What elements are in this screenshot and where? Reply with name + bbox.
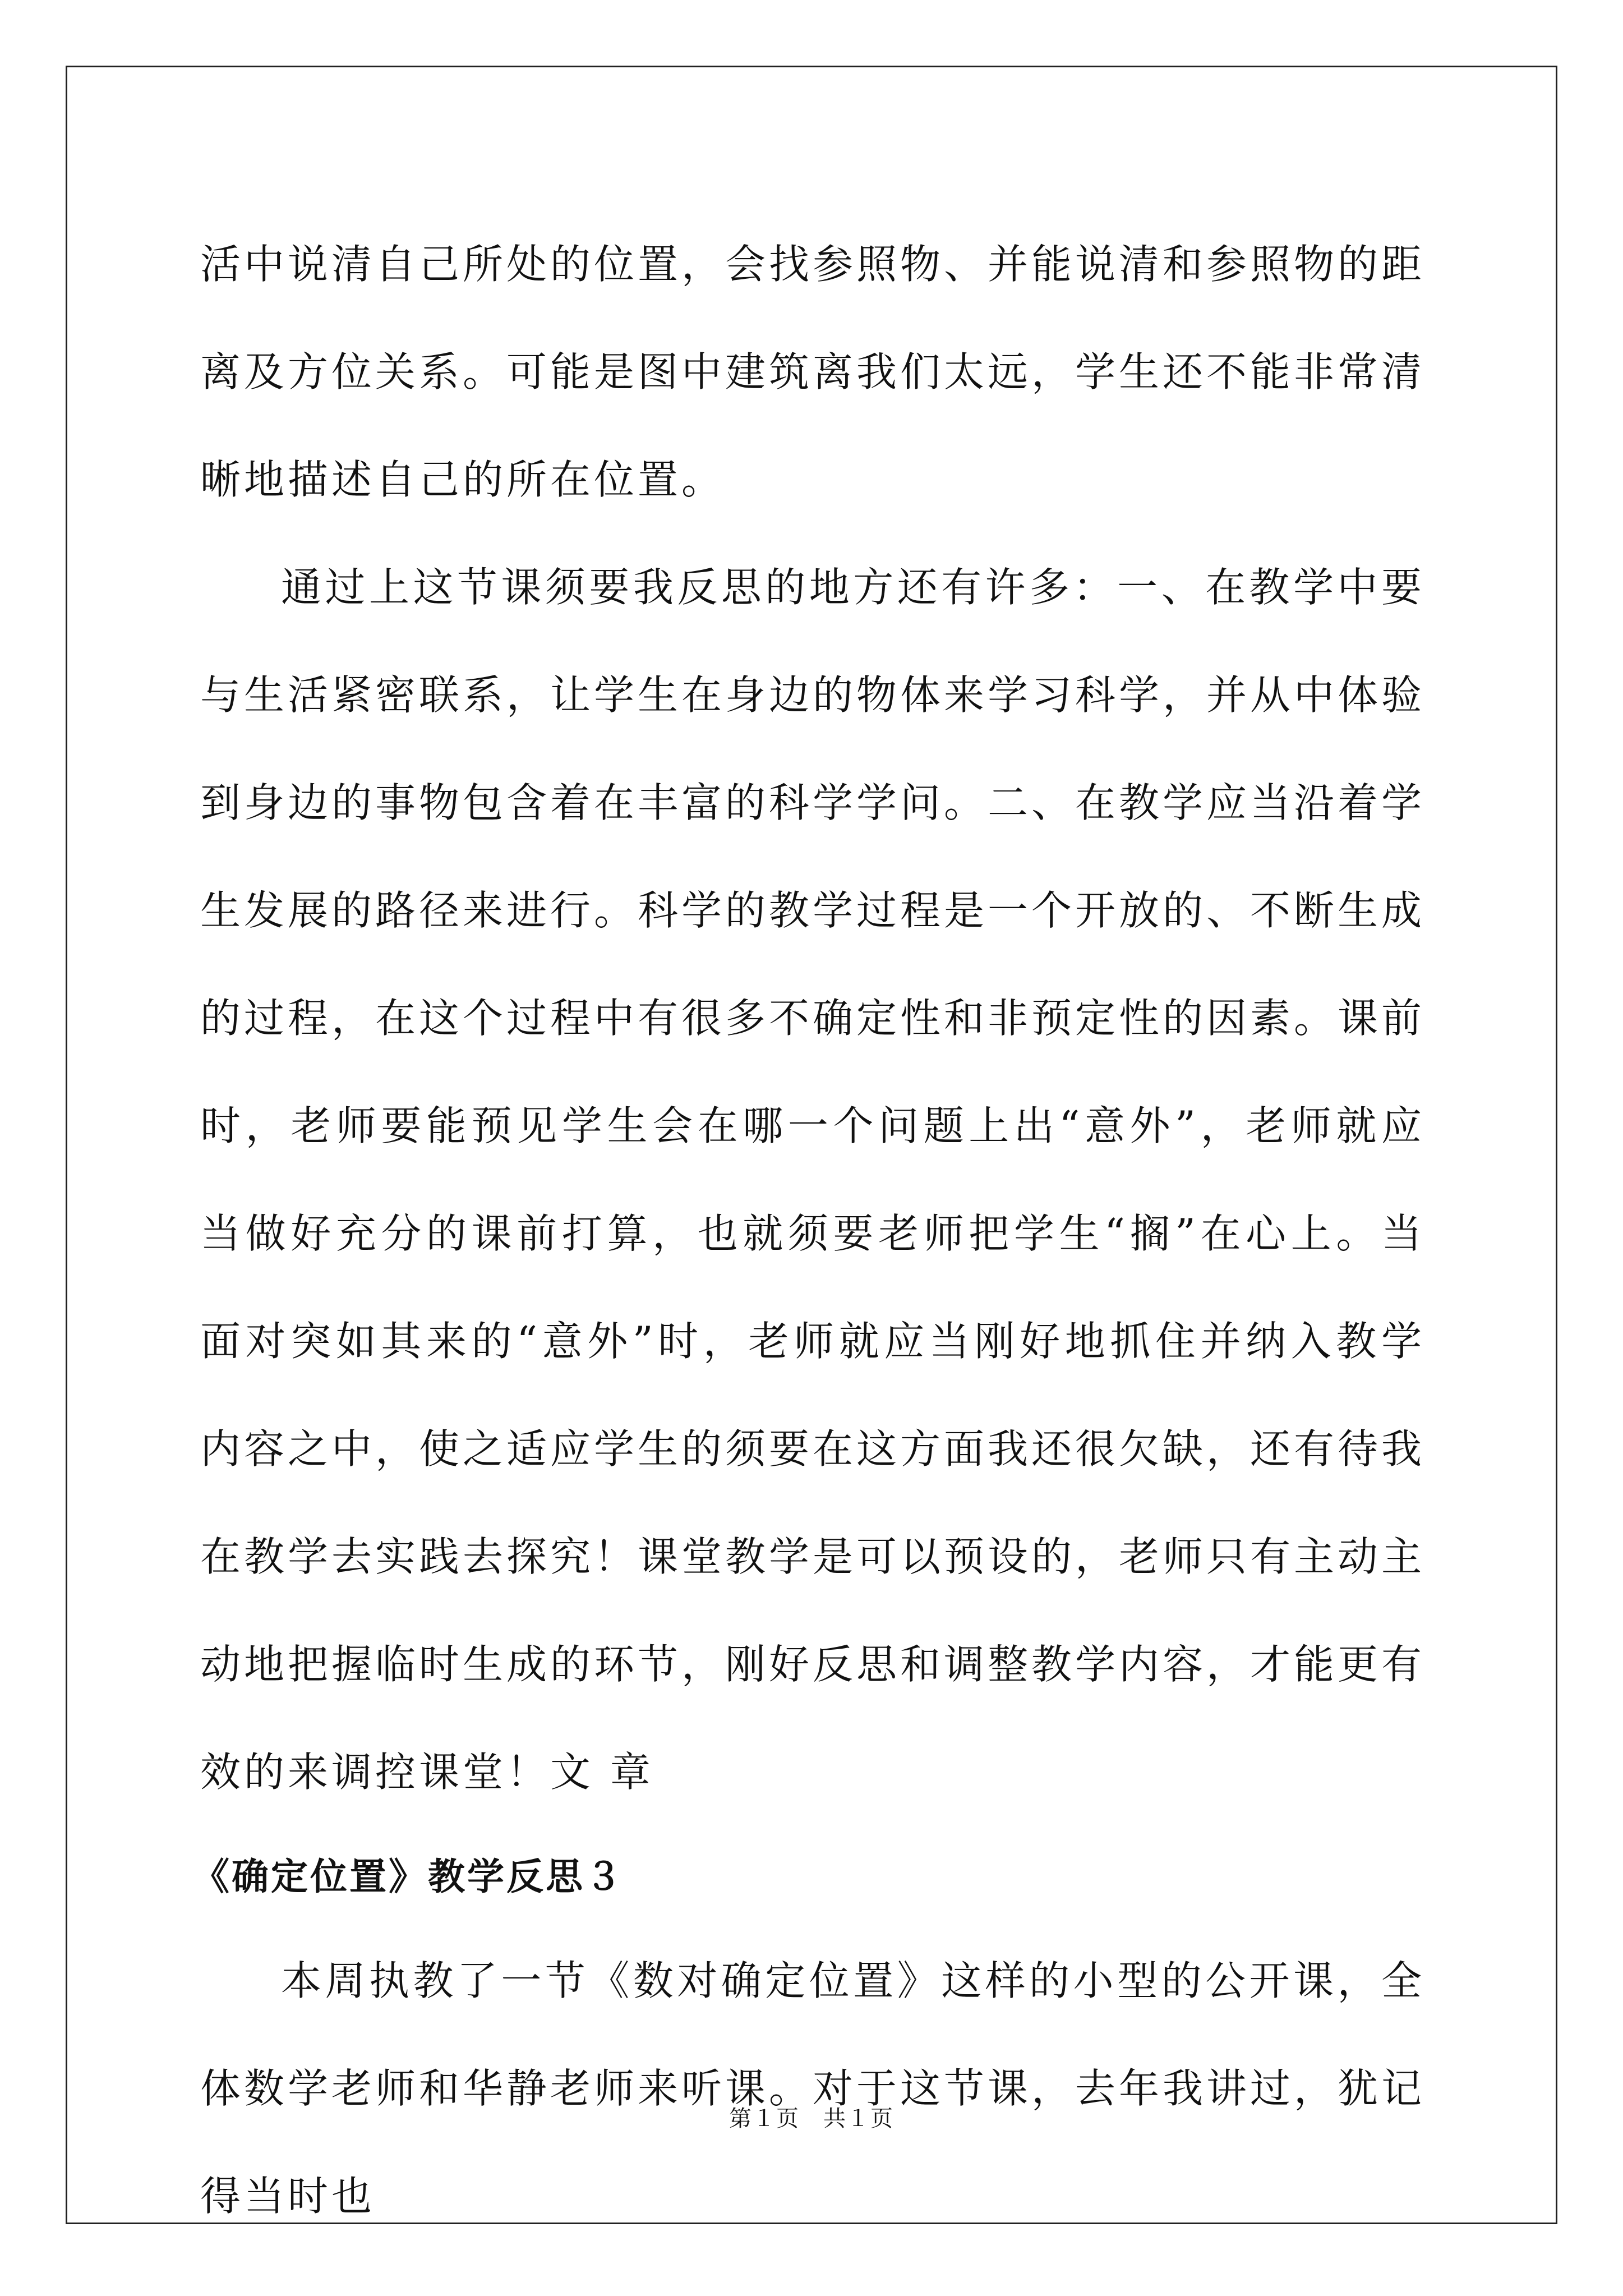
document-body <box>192 210 1426 2250</box>
paragraph-reflection: 通过上这节课须要我反思的地方还有许多：一、在教学中要与生活紧密联系，让学生在身边的物体来学习科学，并从中体验到身边的事物包含着在丰富的科学学问。二、在教学应当沿着学生发展的路径来进行。科学的教学过程是一个开放的、不断生成的过程，在这个过程中有很多不确定性和非预定性的因素。课前时，老师要能预见学生会在哪一个问题上出“意外”，老师就应当做好充分的课前打算，也就须要老师把学生“搁”在心上。当面对突如其来的“意外”时，老师就应当刚好地抓住并纳入教学内容之中，使之适应学生的须要在这方面我还很欠缺，还有待我在教学去实践去探究！课堂教学是可以预设的，老师只有主动主动地把握临时生成的环节，刚好反思和调整教学内容，才能更有效的来调控课堂！文 章 <box>200 564 1426 1796</box>
paragraph-continued: 活中说清自己所处的位置，会找参照物、并能说清和参照物的距离及方位关系。可能是图中建筑离我们太远，学生还不能非常清晰地描述自己的所在位置。 <box>200 241 1426 503</box>
page-footer: 第１页 共１页 <box>729 2106 894 2132</box>
paragraph-section-intro: 本周执教了一节《数对确定位置》这样的小型的公开课，全体数学老师和华静老师来听课。对于这节课，去年我讲过，犹记得当时也 <box>200 1957 1426 2220</box>
section-heading: 《确定位置》教学反思３ <box>192 1855 624 1898</box>
